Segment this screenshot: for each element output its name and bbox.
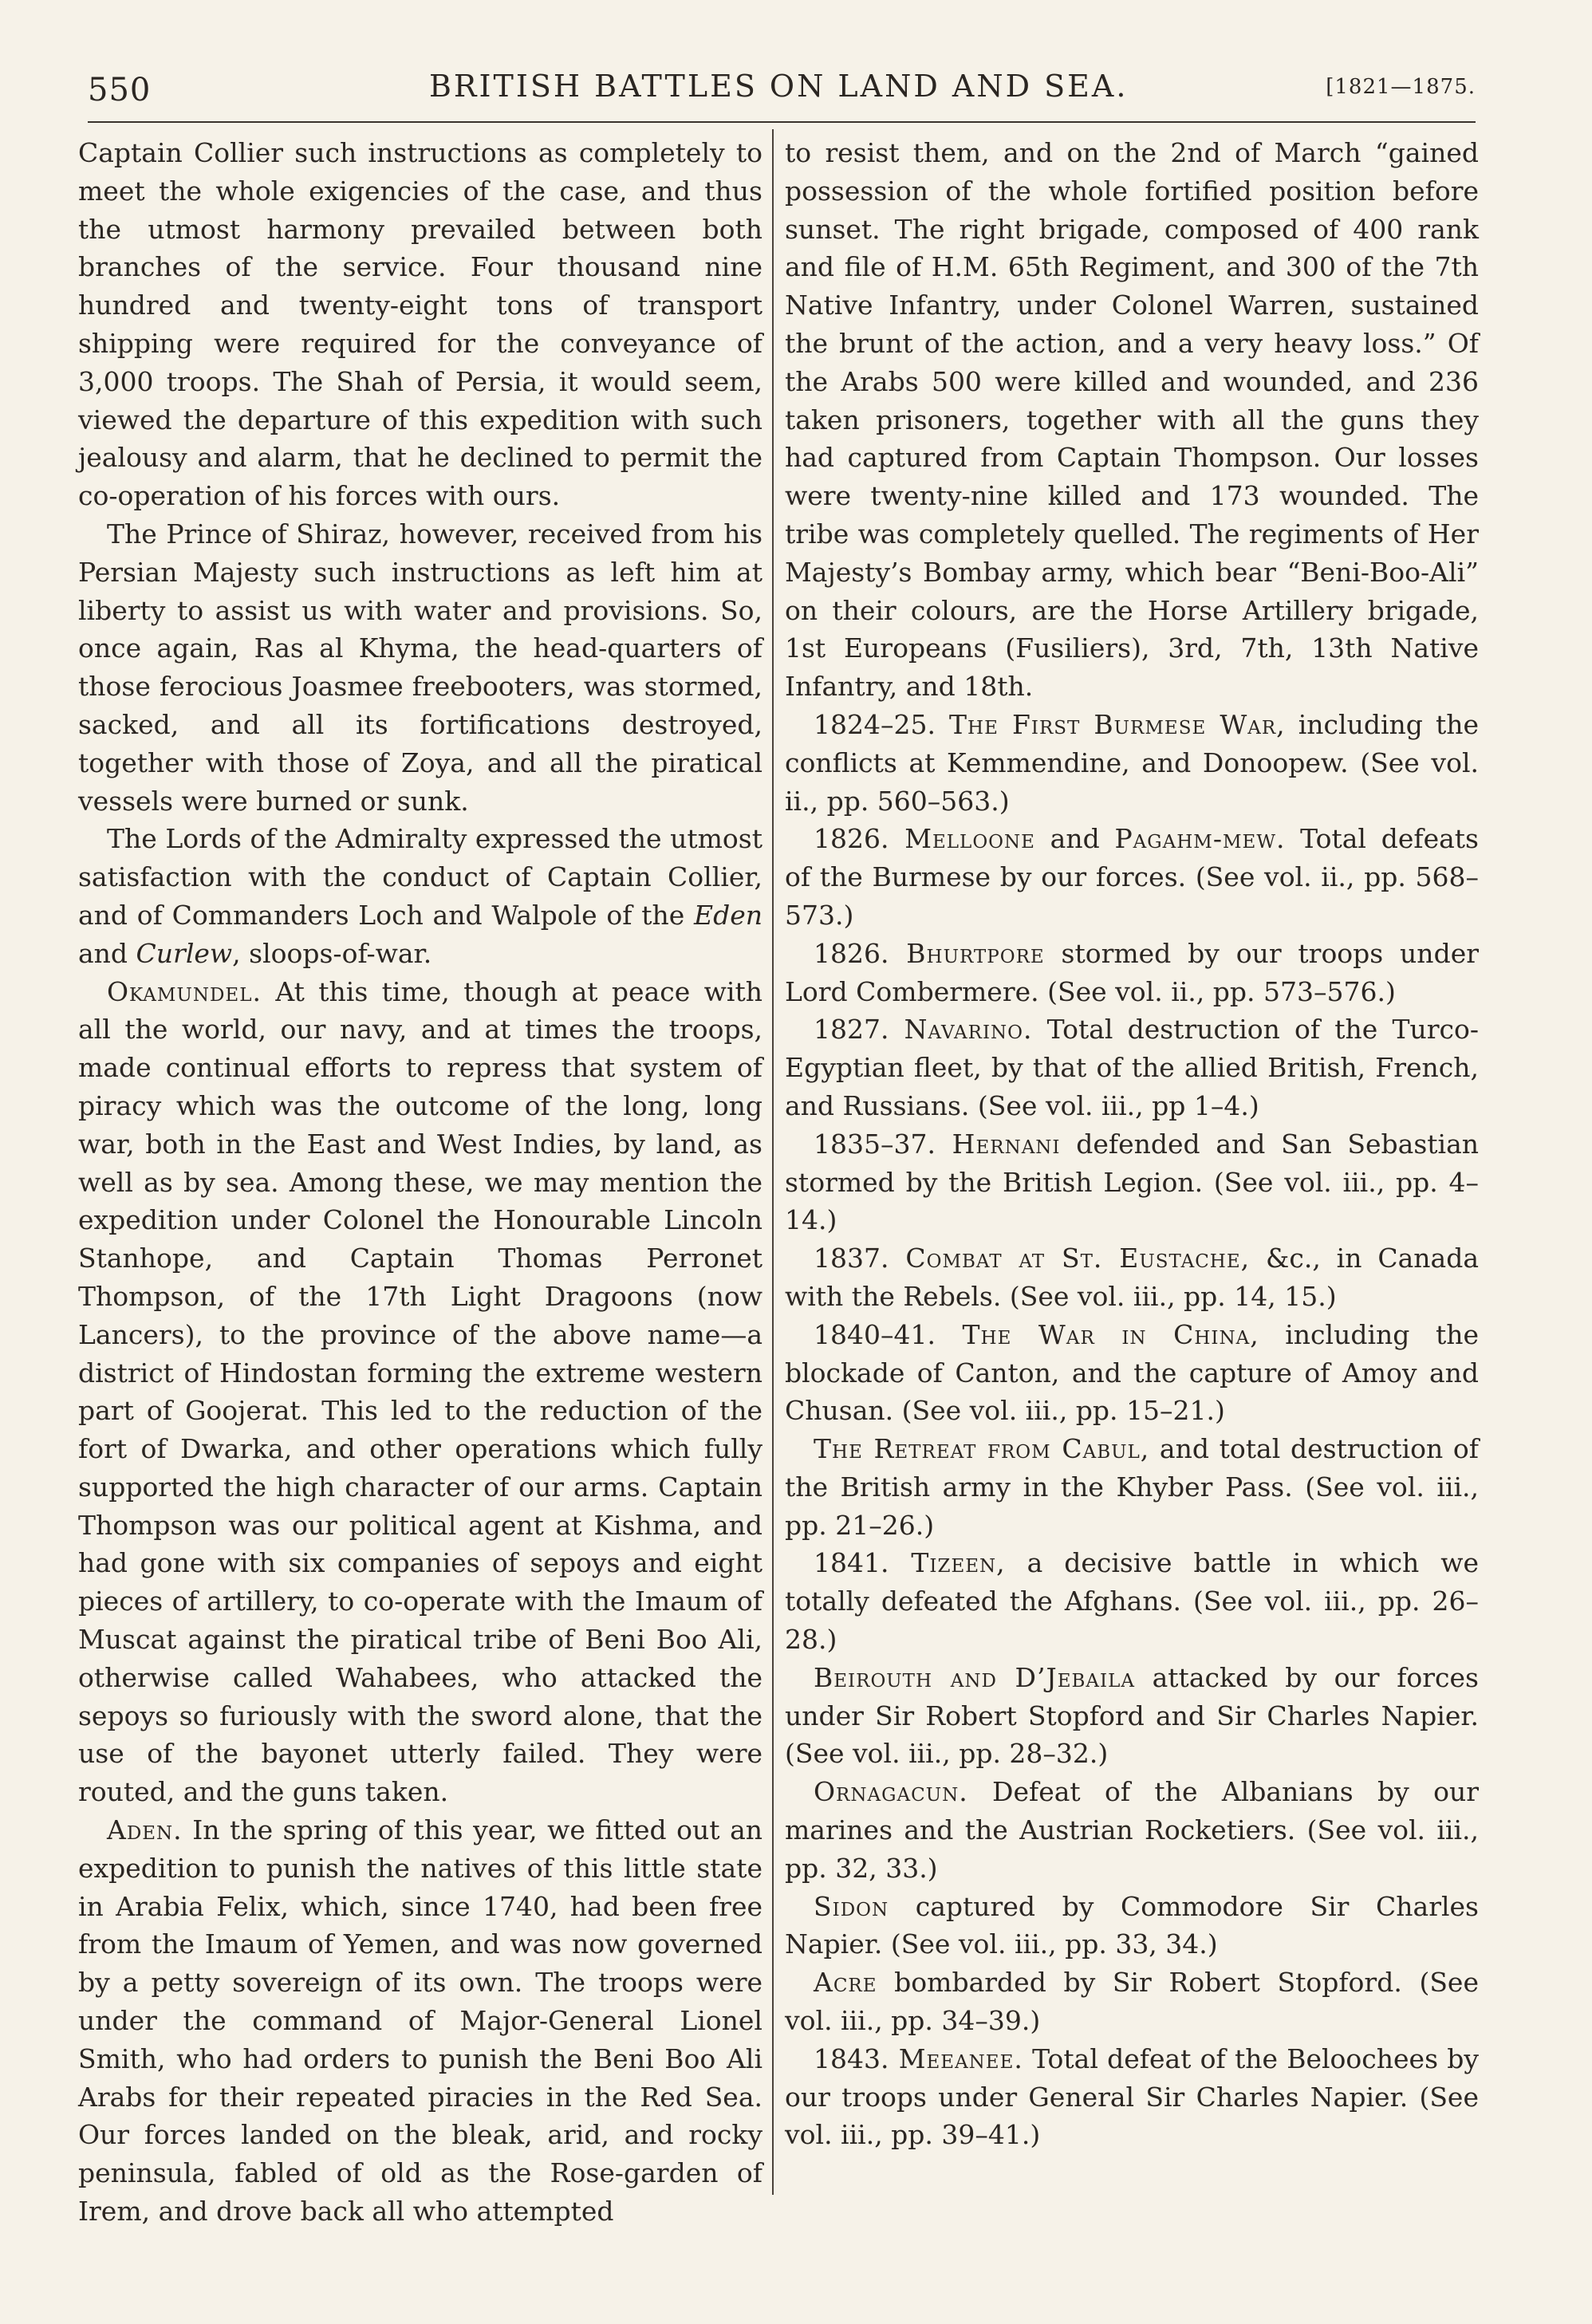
date-range: [1821—1875. — [1326, 75, 1476, 99]
entry-text: Total defeat of the Beloochees by our troops under General Sir Charles Napier. (See vol. iii., pp. 39–41.) — [785, 2042, 1479, 2151]
right-column — [785, 134, 1479, 2154]
entry-heading: Tizeen, — [889, 1547, 1006, 1579]
entry-heading: Pagahm-mew. — [1114, 823, 1286, 855]
entry-text: including the conflicts at Kemmendine, and Donoopew. (See vol. ii., pp. 560–563.) — [785, 708, 1480, 817]
battle-entry — [785, 1964, 1479, 2040]
battle-entry — [785, 1544, 1479, 1658]
entry-heading: Combat at St. Eustache, — [889, 1243, 1251, 1274]
battle-entry — [785, 1659, 1479, 1773]
paragraph: The Prince of Shiraz, however, received from his Persian Majesty such instructions as left him at liberty to assist us with water and provisions. So, once again, Ras al Khyma, the head-quarters of those ferocious Joasmee freebooters, was stormed, sacked, and all its fortifications destroyed, together with those of Zoya, and all the piratical vessels were burned or sunk. — [78, 518, 763, 817]
ship-name: Curlew — [136, 937, 233, 969]
entry-heading: Sidon — [814, 1890, 889, 1922]
entry-text: attacked by our forces under Sir Robert Stopford and Sir Charles Napier. (See vol. iii., pp. 28–32.) — [785, 1661, 1479, 1770]
paragraph — [78, 973, 763, 1812]
header-rule — [88, 121, 1476, 123]
battle-entry — [785, 935, 1479, 1011]
paragraph-text: At this time, though at peace with all the world, our navy, and at times the troops, made continual efforts to repress that system of piracy which was the outcome of the long, long war, both in the East and West Indies, by land, as well as by sea. Among these, we may mention the expedition under Colonel the Honourable Lincoln Stanhope, and Captain Thomas Perronet Thompson, of the 17th Light Dragoons (now Lancers), to the province of the above name—a district of Hindostan forming the extreme western part of Goojerat. This led to the reduction of the fort of Dwarka, and other operations which fully supported the high character of our arms. Captain Thompson was our political agent at Kishma, and had gone with six companies of sepoys and eight pieces of artillery, to co-operate with the Imaum of Muscat against the piratical tribe of Beni Boo Ali, otherwise called Wahabees, who attacked the sepoys so furiously with the sword alone, that the use of the bayonet utterly failed. They were routed, and the guns taken. — [78, 975, 763, 1808]
battle-entry — [785, 1010, 1479, 1125]
entry-heading: The First Burmese War, — [935, 708, 1286, 740]
paragraph-text: , sloops-of-war. — [232, 937, 432, 969]
entry-heading: Hernani — [935, 1128, 1061, 1160]
entry-date: 1837. — [814, 1243, 889, 1274]
battle-entry — [785, 706, 1479, 820]
battle-entry — [785, 1430, 1479, 1544]
entry-date: 1827. — [814, 1014, 889, 1046]
column-divider — [772, 129, 774, 2195]
entry-date: 1826. — [814, 823, 889, 855]
paragraph-text: The Lords of the Admiralty expressed the utmost satisfaction with the conduct of Captain Collier, and of Commanders Loch and Walpole of the — [78, 823, 763, 931]
entry-text: Total destruction of the Turco-Egyptian fleet, by that of the allied British, French, and Russians. (See vol. iii., pp 1–4.) — [785, 1014, 1479, 1121]
entry-heading: Bhurtpore — [889, 937, 1045, 969]
battle-entry — [785, 1316, 1479, 1430]
entry-heading: The War in China, — [935, 1318, 1259, 1350]
entry-date: 1843. — [814, 2042, 889, 2074]
entry-date: 1835–37. — [814, 1128, 936, 1160]
entry-text: a decisive battle in which we totally defeated the Afghans. (See vol. iii., pp. 26–28.) — [785, 1547, 1480, 1656]
entry-text: captured by Commodore Sir Charles Napier. (See vol. iii., pp. 33, 34.) — [785, 1890, 1479, 1960]
entry-text: stormed by our troops under Lord Combermere. (See vol. ii., pp. 573–576.) — [785, 937, 1479, 1007]
entry-heading: Acre — [814, 1967, 877, 1999]
entry-date: 1826. — [814, 937, 889, 969]
ship-name: Eden — [694, 899, 763, 931]
battle-entry — [785, 2040, 1479, 2154]
entry-text: and total destruction of the British army in the Khyber Pass. (See vol. iii., pp. 21–26.) — [785, 1433, 1479, 1541]
paragraph: Captain Collier such instructions as completely to meet the whole exigencies of the case, and thus the utmost harmony prevailed between both branches of the service. Four thousand nine hundred and twenty-eight tons of transport shipping were required for the conveyance of 3,000 troops. The Shah of Persia, it would seem, viewed the departure of this expedition with such jealousy and alarm, that he declined to permit the co-operation of his forces with ours. — [78, 137, 763, 512]
entry-text: including the blockade of Canton, and the capture of Amoy and Chusan. (See vol. iii., pp. 15–21.) — [785, 1318, 1479, 1427]
entry-date: 1841. — [814, 1547, 889, 1579]
entry-date: 1840–41. — [814, 1318, 936, 1350]
battle-entry — [785, 1125, 1479, 1239]
battle-entry — [785, 1773, 1479, 1887]
entry-heading: Ornagacun. — [814, 1776, 968, 1808]
battle-entry — [785, 1888, 1479, 1964]
entry-text: and — [1034, 823, 1115, 855]
entry-heading: Meeanee. — [889, 2042, 1023, 2074]
running-title: BRITISH BATTLES ON LAND AND SEA. — [429, 69, 1129, 104]
entry-heading: Navarino. — [889, 1014, 1033, 1046]
entry-heading: Melloone — [889, 823, 1035, 855]
section-heading: Okamundel. — [107, 975, 262, 1007]
entry-text: bombarded by Sir Robert Stopford. (See vol. iii., pp. 34–39.) — [785, 1967, 1479, 2037]
left-column — [78, 134, 763, 2231]
paragraph — [78, 820, 763, 972]
entry-heading: The Retreat from Cabul, — [814, 1433, 1150, 1465]
entry-heading: Beirouth and D’Jebaila — [814, 1661, 1135, 1693]
section-heading: Aden. — [107, 1814, 183, 1846]
entry-date: 1824–25. — [814, 708, 936, 740]
paragraph-text: and — [78, 937, 136, 969]
paragraph: to resist them, and on the 2nd of March “gained possession of the whole fortified position before sunset. The right brigade, composed of 400 rank and file of H.M. 65th Regiment, and 300 of the 7th Native Infantry, under Colonel Warren, sustained the brunt of the action, and a very heavy loss.” Of the Arabs 500 were killed and wounded, and 236 taken prisoners, together with all the guns they had captured from Captain Thompson. Our losses were twenty-nine killed and 173 wounded. The tribe was completely quelled. The regiments of Her Majesty’s Bombay army, which bear “Beni-Boo-Ali” on their colours, are the Horse Artillery brigade, 1st Europeans (Fusiliers), 3rd, 7th, 13th Native Infantry, and 18th. — [785, 137, 1479, 703]
paragraph — [78, 1811, 763, 2231]
entry-text: &c., in Canada with the Rebels. (See vol. iii., pp. 14, 15.) — [785, 1243, 1479, 1312]
battle-entry — [785, 820, 1479, 934]
entry-text: Total defeats of the Burmese by our forces. (See vol. ii., pp. 568–573.) — [785, 823, 1479, 931]
page-number: 550 — [88, 72, 152, 108]
entry-text: Defeat of the Albanians by our marines and the Austrian Rocketiers. (See vol. iii., pp. 32, 33.) — [785, 1776, 1479, 1884]
paragraph-text: In the spring of this year, we fitted out an expedition to punish the natives of this little state in Arabia Felix, which, since 1740, had been free from the Imaum of Yemen, and was now governed by a petty sovereign of its own. The troops were under the command of Major-General Lionel Smith, who had orders to punish the Beni Boo Ali Arabs for their repeated piracies in the Red Sea. Our forces landed on the bleak, arid, and rocky peninsula, fabled of old as the Rose-garden of Irem, and drove back all who attempted — [78, 1814, 763, 2227]
entry-text: defended and San Sebastian stormed by the British Legion. (See vol. iii., pp. 4–14.) — [785, 1128, 1479, 1236]
battle-entry — [785, 1239, 1479, 1316]
page-header — [88, 69, 1476, 116]
